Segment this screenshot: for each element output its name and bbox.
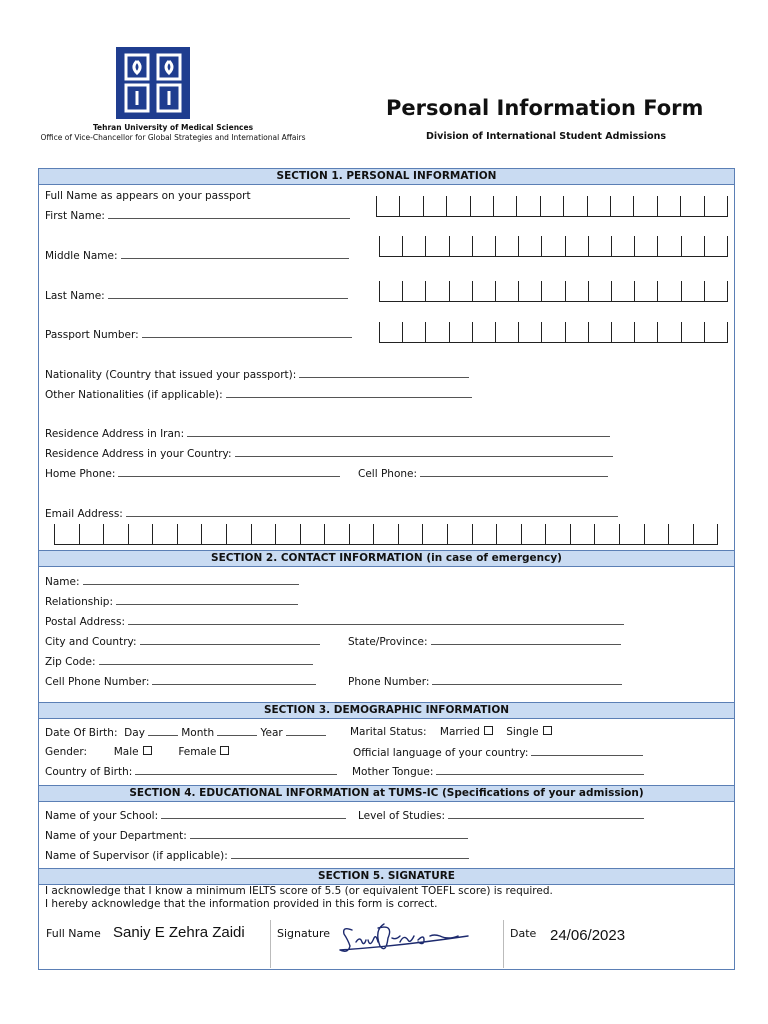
home-phone-label: Home Phone: (45, 468, 116, 480)
level-field[interactable] (448, 809, 644, 819)
female-label: Female (178, 746, 217, 758)
residence-iran-row (45, 427, 610, 440)
zip-field[interactable] (99, 655, 313, 665)
passport-row (45, 328, 352, 341)
single-checkbox[interactable] (543, 726, 552, 735)
passport-boxes[interactable] (379, 322, 728, 344)
birth-country-label: Country of Birth: (45, 766, 133, 778)
other-nationalities-field[interactable] (226, 388, 472, 398)
male-label: Male (113, 746, 139, 758)
ack-correct: I hereby acknowledge that the information provided in this form is correct. (45, 898, 438, 910)
university-name: Tehran University of Medical Sciences (92, 123, 254, 132)
day-label: Day (124, 727, 145, 739)
contact-cell-field[interactable] (152, 675, 316, 685)
state-field[interactable] (431, 635, 621, 645)
department-label: Name of your Department: (45, 830, 187, 842)
contact-cell-row (45, 675, 316, 688)
divider (270, 920, 271, 968)
email-boxes[interactable] (54, 524, 718, 546)
contact-phone-label: Phone Number: (348, 676, 430, 688)
last-name-label: Last Name: (45, 290, 105, 302)
last-name-boxes[interactable] (379, 281, 728, 303)
dob-row (45, 726, 326, 739)
residence-country-row (45, 447, 613, 460)
middle-name-boxes[interactable] (379, 236, 728, 258)
signature-label: Signature (277, 927, 331, 940)
language-label: Official language of your country: (353, 747, 529, 759)
gender-label: Gender: (45, 746, 88, 758)
full-name-label: Full Name (46, 927, 101, 940)
handwritten-signature[interactable] (338, 920, 474, 958)
first-name-label: First Name: (45, 210, 105, 222)
department-field[interactable] (190, 829, 468, 839)
last-name-field[interactable] (108, 289, 348, 299)
married-label: Married (439, 726, 480, 738)
postal-label: Postal Address: (45, 616, 126, 628)
marital-row (350, 726, 552, 738)
contact-phone-field[interactable] (432, 675, 622, 685)
middle-name-row (45, 249, 349, 262)
contact-cell-label: Cell Phone Number: (45, 676, 150, 688)
dob-label: Date Of Birth: (45, 727, 118, 739)
full-name-value[interactable]: Saniy E Zehra Zaidi (113, 924, 245, 941)
city-country-label: City and Country: (45, 636, 137, 648)
residence-country-label: Residence Address in your Country: (45, 448, 232, 460)
email-label: Email Address: (45, 508, 123, 520)
level-label: Level of Studies: (358, 810, 445, 822)
email-field[interactable] (126, 507, 618, 517)
cell-phone-label: Cell Phone: (358, 468, 418, 480)
other-nationalities-row (45, 388, 472, 401)
residence-iran-field[interactable] (187, 427, 610, 437)
first-name-row (45, 209, 350, 222)
residence-iran-label: Residence Address in Iran: (45, 428, 185, 440)
cell-phone-row (358, 467, 608, 480)
nationality-field[interactable] (299, 368, 469, 378)
cell-phone-field[interactable] (420, 467, 608, 477)
male-checkbox[interactable] (143, 746, 152, 755)
passport-field[interactable] (142, 328, 352, 338)
acknowledgements (45, 885, 553, 911)
city-country-row (45, 635, 320, 648)
nationality-row (45, 368, 469, 381)
university-logo (116, 47, 190, 119)
birth-country-row (45, 765, 337, 778)
section3-heading: SECTION 3. DEMOGRAPHIC INFORMATION (39, 702, 734, 719)
gender-row (45, 746, 229, 758)
passport-label: Passport Number: (45, 329, 139, 341)
single-label: Single (506, 726, 539, 738)
supervisor-field[interactable] (231, 849, 469, 859)
contact-name-label: Name: (45, 576, 80, 588)
school-row (45, 809, 346, 822)
university-caption (40, 123, 306, 143)
day-field[interactable] (148, 726, 178, 736)
month-label: Month (181, 727, 215, 739)
language-row (353, 746, 643, 759)
email-row (45, 507, 618, 520)
relationship-label: Relationship: (45, 596, 113, 608)
full-name-note: Full Name as appears on your passport (45, 190, 251, 202)
residence-country-field[interactable] (235, 447, 613, 457)
contact-name-row (45, 575, 299, 588)
school-label: Name of your School: (45, 810, 159, 822)
section5-heading: SECTION 5. SIGNATURE (39, 868, 734, 885)
section4-heading: SECTION 4. EDUCATIONAL INFORMATION at TUMS-IC (Specifications of your admission) (39, 785, 734, 802)
city-country-field[interactable] (140, 635, 320, 645)
state-row (348, 635, 621, 648)
tongue-row (352, 765, 644, 778)
zip-row (45, 655, 313, 668)
other-nationalities-label: Other Nationalities (if applicable): (45, 389, 223, 401)
section1-heading: SECTION 1. PERSONAL INFORMATION (39, 168, 734, 185)
office-name: Office of Vice-Chancellor for Global Strategies and International Affairs (40, 133, 306, 142)
month-field[interactable] (217, 726, 257, 736)
home-phone-field[interactable] (118, 467, 340, 477)
year-field[interactable] (286, 726, 326, 736)
date-value[interactable]: 24/06/2023 (550, 927, 626, 944)
tongue-field[interactable] (436, 765, 644, 775)
supervisor-row (45, 849, 469, 862)
contact-phone-row (348, 675, 622, 688)
school-field[interactable] (161, 809, 346, 819)
department-row (45, 829, 468, 842)
ack-ielts: I acknowledge that I know a minimum IELTS score of 5.5 (or equivalent TOEFL score) is required. (45, 885, 553, 897)
state-label: State/Province: (348, 636, 428, 648)
first-name-field[interactable] (108, 209, 350, 219)
married-checkbox[interactable] (484, 726, 493, 735)
date-label: Date (510, 927, 537, 940)
relationship-field[interactable] (116, 595, 298, 605)
contact-name-field[interactable] (83, 575, 299, 585)
first-name-boxes[interactable] (376, 196, 728, 218)
postal-field[interactable] (128, 615, 624, 625)
section2-heading: SECTION 2. CONTACT INFORMATION (in case of emergency) (39, 550, 734, 567)
home-phone-row (45, 467, 340, 480)
marital-label: Marital Status: (350, 726, 427, 738)
language-field[interactable] (531, 746, 643, 756)
nationality-label: Nationality (Country that issued your passport): (45, 369, 297, 381)
zip-label: Zip Code: (45, 656, 96, 668)
divider (503, 920, 504, 968)
page-title: Personal Information Form (386, 96, 704, 120)
level-row (358, 809, 644, 822)
female-checkbox[interactable] (220, 746, 229, 755)
page-subtitle: Division of International Student Admissions (426, 131, 667, 142)
year-label: Year (260, 727, 283, 739)
middle-name-field[interactable] (121, 249, 349, 259)
tongue-label: Mother Tongue: (352, 766, 434, 778)
postal-row (45, 615, 624, 628)
last-name-row (45, 289, 348, 302)
middle-name-label: Middle Name: (45, 250, 118, 262)
relationship-row (45, 595, 298, 608)
birth-country-field[interactable] (135, 765, 337, 775)
supervisor-label: Name of Supervisor (if applicable): (45, 850, 228, 862)
